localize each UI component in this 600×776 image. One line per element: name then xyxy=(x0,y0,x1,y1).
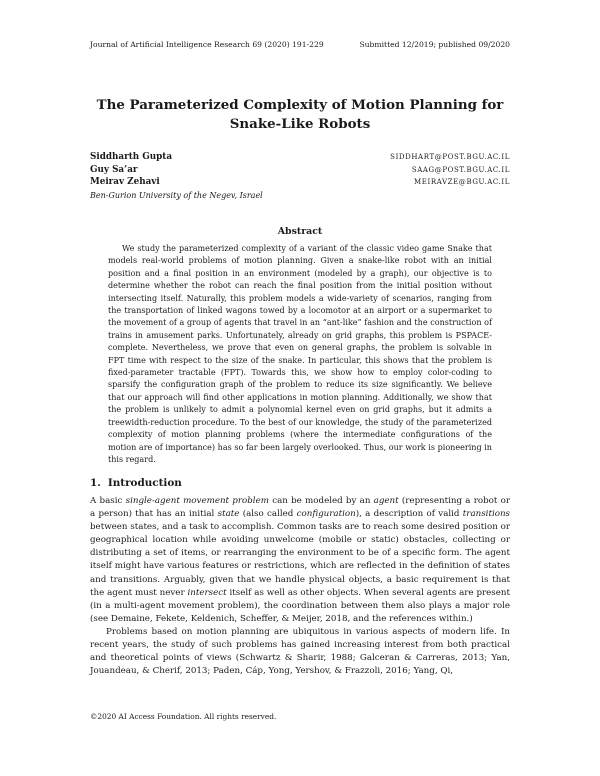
author-email[interactable]: MEIRAVZE@BGU.AC.IL xyxy=(414,178,510,186)
author-name: Guy Sa’ar xyxy=(90,164,138,175)
section-title: Introduction xyxy=(107,477,182,489)
section-body xyxy=(90,495,510,678)
author-row xyxy=(90,152,510,165)
author-block xyxy=(90,152,510,200)
abstract-text: We study the parameterized complexity of a variant of the classic video game Snake that models real-world problems of motion planning. Given a snake-like robot with an initial position and a final position in an environment (modeled by a graph), our objective is to determine whether the robot can reach the final position from the initial position without intersecting itself. Naturally, this problem models a wide-variety of scenarios, ranging from the transportation of linked wagons towed by a locomotor at an airport or a supermarket to the movement of a group of agents that travel in an “ant-like” fashion and the construction of trains in amusement parks. Unfortunately, already on grid graphs, this problem is PSPACE-complete. Nevertheless, we prove that even on general graphs, the problem is solvable in FPT time with respect to the size of the snake. In particular, this shows that the problem is fixed-parameter tractable (FPT). Towards this, we show how to employ color-coding to sparsify the configuration graph of the problem to reduce its size significantly. We believe that our approach will find other applications in motion planning. Additionally, we show that the problem is unlikely to admit a polynomial kernel even on grid graphs, but it admits a treewidth-reduction procedure. To the best of our knowledge, the study of the parameterized complexity of motion planning problems (where the intermediate configurations of the motion are of importance) has so far been largely overlooked. Thus, our work is pioneering in this regard. xyxy=(108,244,492,464)
paragraph-2: Problems based on motion planning are ubiquitous in various aspects of modern life. In recent years, the study of such problems has gained increasing interest from both practical and theoretical points of views (Schwartz & Sharir, 1988; Galceran & Carreras, 2013; Yan, Jouandeau, & Cherif, 2013; Paden, Cáp, Yong, Yershov, & Frazzoli, 2016; Yang, Qi, xyxy=(90,626,510,677)
author-row xyxy=(90,177,510,190)
running-header xyxy=(90,40,510,52)
paragraph-1: A basic single-agent movement problem can be modeled by an agent (representing a robot or a person) that has an initial state (also called configuration), a description of valid transitions between states, and a task to accomplish. Common tasks are to reach some desired position or geographical location while avoiding unwelcome (mobile or static) obstacles, collecting or distributing a set of items, or rearranging the environment to be of a specific form. The agent itself might have various features or restrictions, which are reflected in the definition of states and transitions. Arguably, given that we handle physical objects, a basic requirement is that the agent must never intersect itself as well as other objects. When several agents are present (in a multi-agent movement problem), the coordination between them also plays a major role (see Demaine, Fekete, Keldenich, Scheffer, & Meijer, 2018, and the references within.) xyxy=(90,496,511,624)
abstract xyxy=(108,243,492,466)
abstract-heading: Abstract xyxy=(277,226,323,237)
author-email[interactable]: SAAG@POST.BGU.AC.IL xyxy=(411,165,510,174)
journal-citation: Journal of Artificial Intelligence Research 69 (2020) 191-229 xyxy=(90,40,324,49)
affiliation: Ben-Gurion University of the Negev, Israel xyxy=(90,190,263,200)
copyright-footer: ©2020 AI Access Foundation. All rights reserved. xyxy=(90,712,277,721)
title-line-2: Snake-Like Robots xyxy=(229,116,371,132)
author-name: Siddharth Gupta xyxy=(90,152,173,162)
section-number: 1. xyxy=(90,477,101,489)
paper-title xyxy=(60,96,540,134)
author-name: Meirav Zehavi xyxy=(90,177,160,187)
submission-dates: Submitted 12/2019; published 09/2020 xyxy=(359,40,510,49)
section-heading xyxy=(90,477,182,489)
author-email[interactable]: SIDDHART@POST.BGU.AC.IL xyxy=(390,153,510,161)
title-line-1: The Parameterized Complexity of Motion Planning for xyxy=(96,97,504,113)
author-row xyxy=(90,165,510,178)
